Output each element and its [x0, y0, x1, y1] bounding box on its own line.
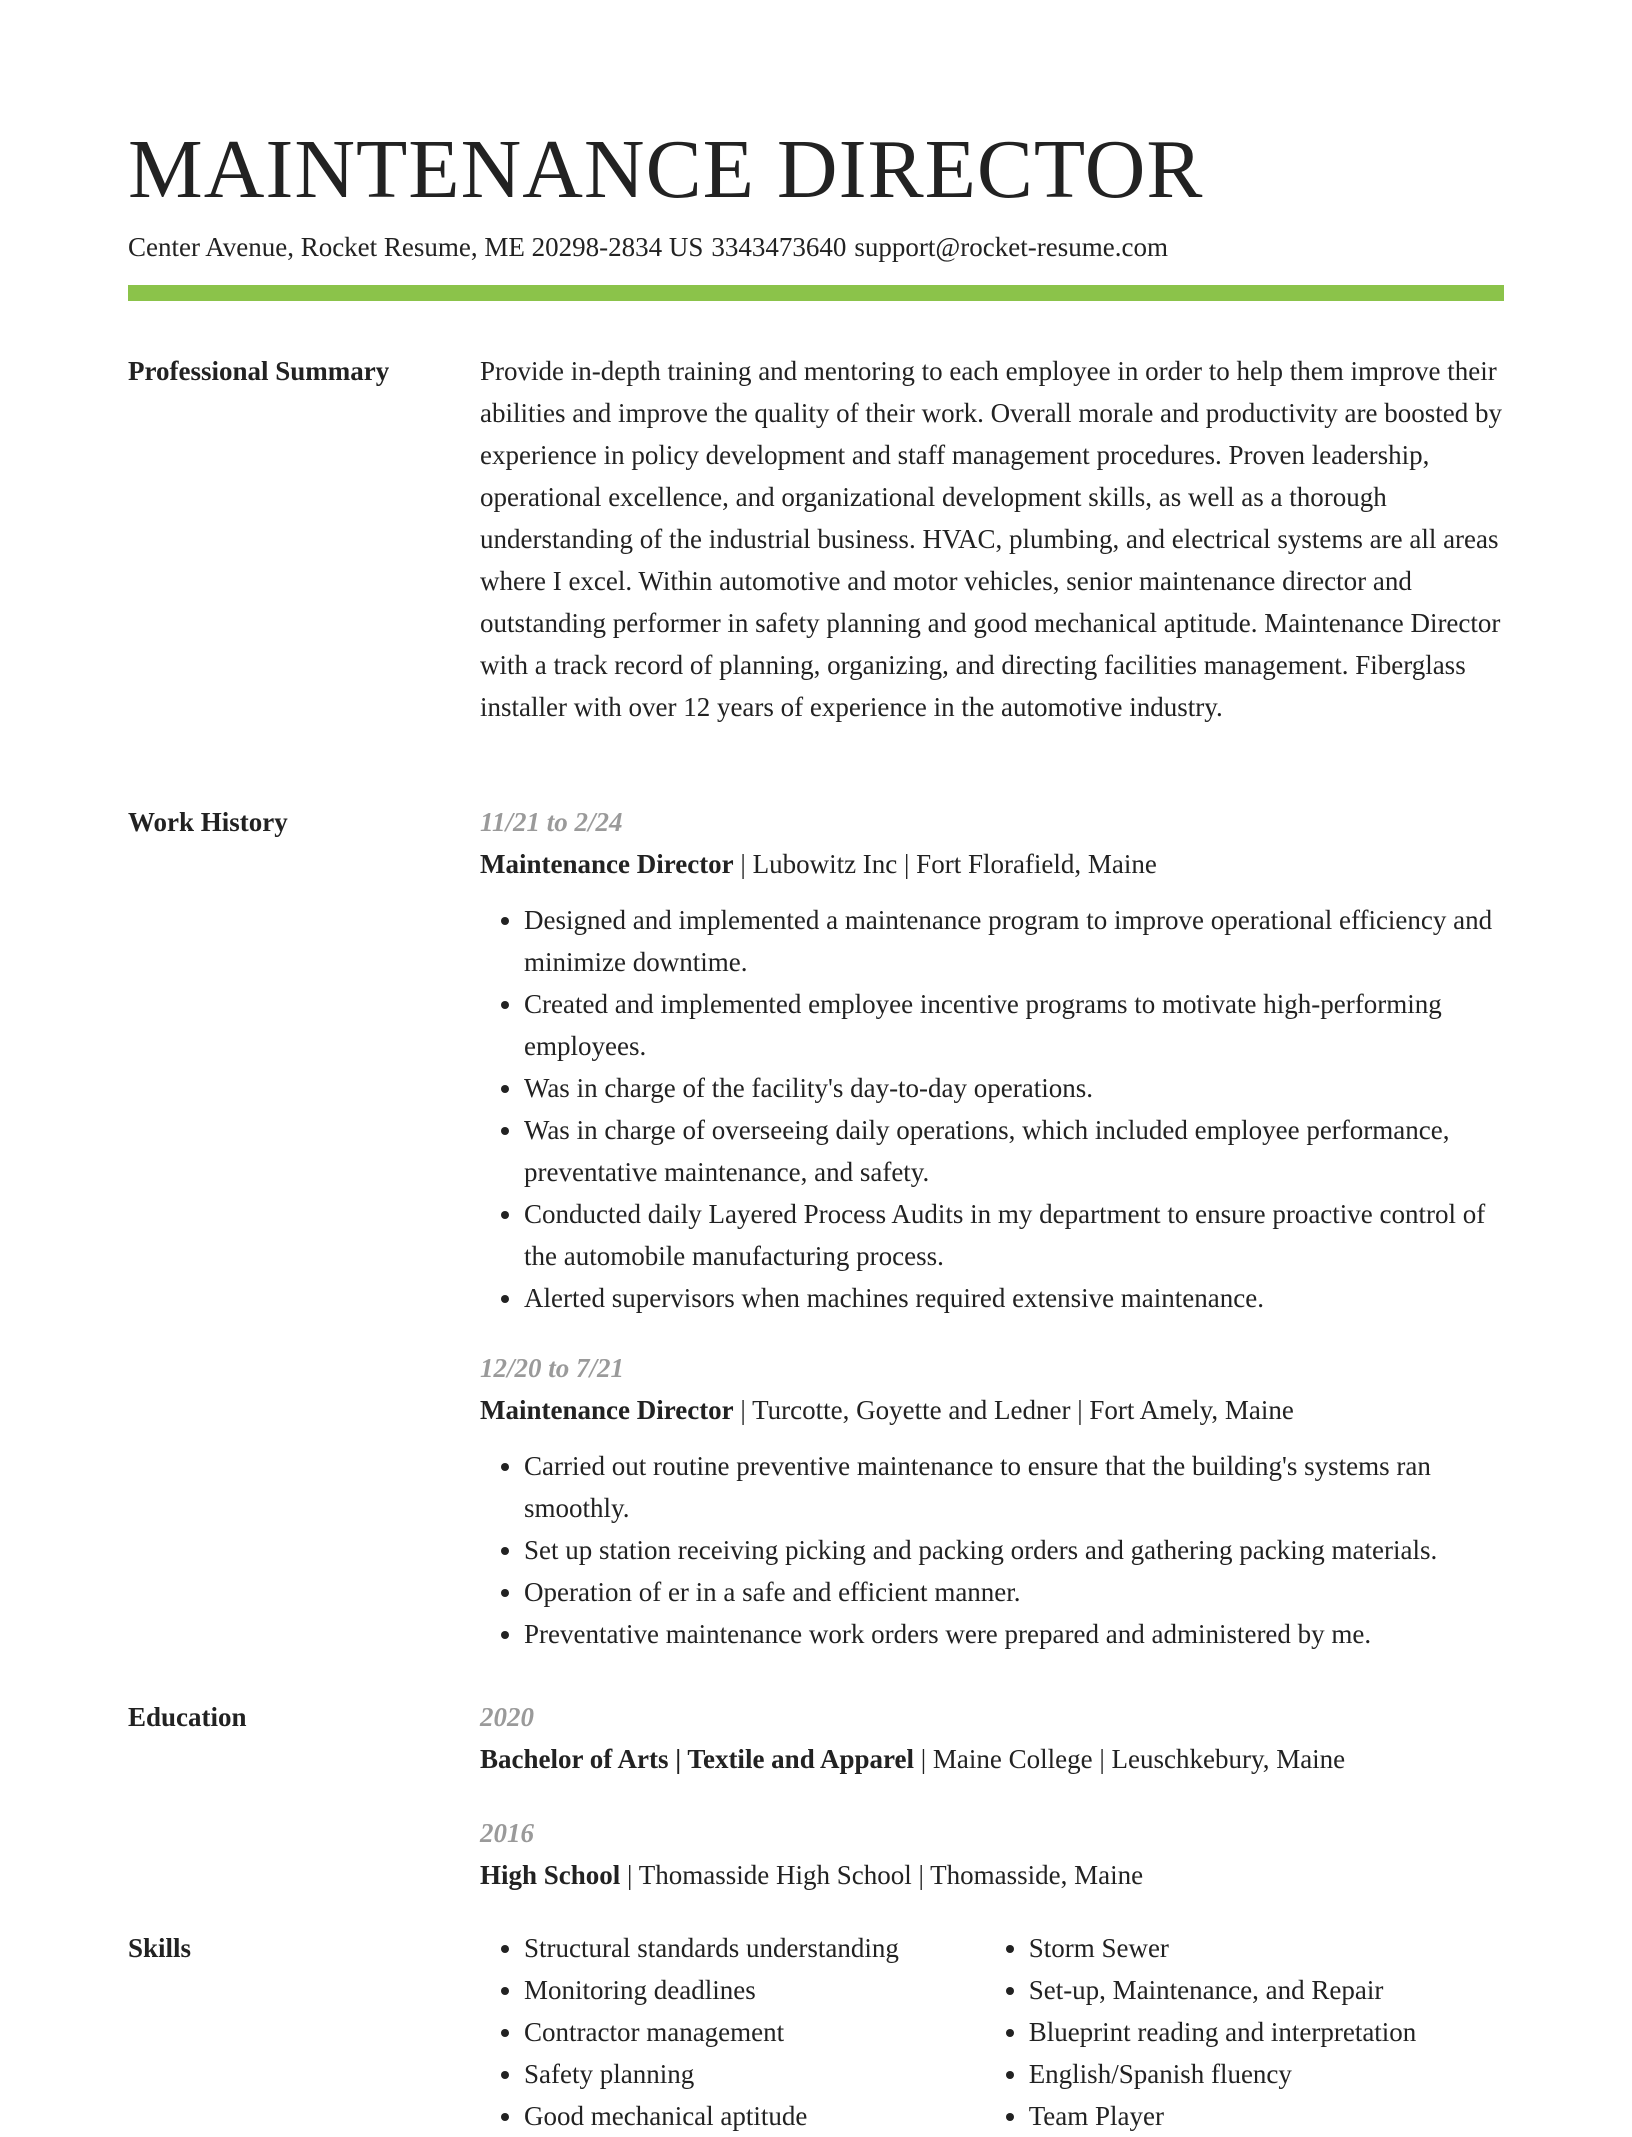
skills-list-left: [480, 1927, 985, 2137]
section-title-education: Education: [128, 1702, 247, 1732]
contact-email[interactable]: support@rocket-resume.com: [854, 232, 1168, 262]
skills-section: [128, 1927, 1504, 2137]
list-item: • Designed and implemented a maintenance program to improve operational efficiency and minimize downtime.: [524, 899, 1504, 983]
work-history-section: [128, 801, 1504, 1671]
summary-body: [480, 350, 1504, 728]
skill-item: • Structural standards understanding: [524, 1927, 985, 1969]
summary-section: [128, 350, 1504, 728]
work-body: [480, 801, 1504, 1671]
job-title-line: [480, 843, 1504, 885]
education-details: | Maine College | Leuschkebury, Maine: [913, 1744, 1346, 1774]
skill-item: • Safety planning: [524, 2053, 985, 2095]
education-degree: High School: [480, 1860, 621, 1890]
skill-item: • Contractor management: [524, 2011, 985, 2053]
list-item: • Created and implemented employee incentive programs to motivate high-performing employees.: [524, 983, 1504, 1067]
job-role: Maintenance Director: [480, 849, 734, 879]
education-entry: [480, 1812, 1504, 1896]
education-entry: [480, 1696, 1504, 1780]
education-body: [480, 1696, 1504, 1928]
list-item: • Alerted supervisors when machines required extensive maintenance.: [524, 1277, 1504, 1319]
section-title-summary: Professional Summary: [128, 356, 390, 386]
skill-item: • Good mechanical aptitude: [524, 2095, 985, 2137]
skill-item: • Team Player: [1029, 2095, 1504, 2137]
skill-item: • Storm Sewer: [1029, 1927, 1504, 1969]
list-item: • Operation of er in a safe and efficient manner.: [524, 1571, 1504, 1613]
skill-item: • Set-up, Maintenance, and Repair: [1029, 1969, 1504, 2011]
skills-list-right: [985, 1927, 1504, 2137]
skills-body: [480, 1927, 1504, 2137]
skills-columns: [480, 1927, 1504, 2137]
education-line: [480, 1738, 1504, 1780]
list-item: • Was in charge of the facility's day-to-day operations.: [524, 1067, 1504, 1109]
education-section: [128, 1696, 1504, 1928]
list-item: • Preventative maintenance work orders were prepared and administered by me.: [524, 1613, 1504, 1655]
skill-item: • English/Spanish fluency: [1029, 2053, 1504, 2095]
contact-phone: 3343473640: [711, 232, 847, 262]
job-dates: 11/21 to 2/24: [480, 807, 623, 837]
job-bullets: [480, 1445, 1504, 1655]
job-entry: [480, 1347, 1504, 1655]
job-bullets: [480, 899, 1504, 1319]
list-item: • Set up station receiving picking and packing orders and gathering packing materials.: [524, 1529, 1504, 1571]
contact-address: Center Avenue, Rocket Resume, ME 20298-2834 US: [128, 232, 704, 262]
section-title-work: Work History: [128, 807, 288, 837]
accent-divider: [128, 285, 1504, 301]
education-year: 2020: [480, 1702, 534, 1732]
job-role: Maintenance Director: [480, 1395, 734, 1425]
summary-text: Provide in-depth training and mentoring to each employee in order to help them improve their abilities and improve the quality of their work. Overall morale and productivity are boosted by experience in policy development and staff management procedures. Proven leadership, operational excellence, and organizational development skills, as well as a thorough understanding of the industrial business. HVAC, plumbing, and electrical systems are all areas where I excel. Within automotive and motor vehicles, senior maintenance director and outstanding performer in safety planning and good mechanical aptitude. Maintenance Director with a track record of planning, organizing, and directing facilities management. Fiberglass installer with over 12 years of experience in the automotive industry.: [480, 356, 1502, 722]
job-details: | Turcotte, Goyette and Ledner | Fort Amely, Maine: [733, 1395, 1294, 1425]
job-details: | Lubowitz Inc | Fort Florafield, Maine: [733, 849, 1157, 879]
list-item: • Conducted daily Layered Process Audits in my department to ensure proactive control of the automobile manufacturing process.: [524, 1193, 1504, 1277]
job-dates: 12/20 to 7/21: [480, 1353, 625, 1383]
section-title-skills: Skills: [128, 1933, 192, 1963]
skill-item: • Blueprint reading and interpretation: [1029, 2011, 1504, 2053]
job-title-line: [480, 1389, 1504, 1431]
education-degree: Bachelor of Arts | Textile and Apparel: [480, 1744, 914, 1774]
resume-header: [128, 122, 1504, 264]
list-item: • Carried out routine preventive maintenance to ensure that the building's systems ran smoothly.: [524, 1445, 1504, 1529]
candidate-name: MAINTENANCE DIRECTOR: [128, 123, 1204, 216]
list-item: • Was in charge of overseeing daily operations, which included employee performance, preventative maintenance, and safety.: [524, 1109, 1504, 1193]
education-year: 2016: [480, 1818, 534, 1848]
education-line: [480, 1854, 1504, 1896]
education-details: | Thomasside High School | Thomasside, Maine: [620, 1860, 1144, 1890]
job-entry: [480, 801, 1504, 1319]
skill-item: • Monitoring deadlines: [524, 1969, 985, 2011]
contact-line: [128, 230, 1504, 264]
